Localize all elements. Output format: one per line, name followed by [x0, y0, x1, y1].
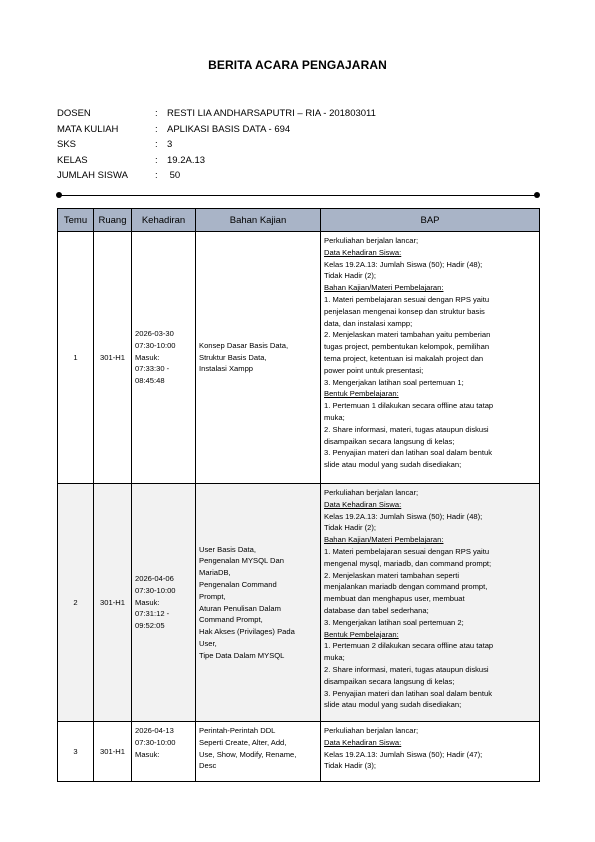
cell-bahan-kajian-line: Tipe Data Dalam MYSQL — [199, 650, 285, 660]
bap-line: Data Kehadiran Siswa: — [324, 737, 402, 747]
cell-bahan-kajian-line: User, — [199, 638, 217, 648]
header-kehadiran: Kehadiran — [132, 209, 196, 232]
bap-line: 1. Pertemuan 2 dilakukan secara offline atau tatap — [324, 641, 494, 651]
cell-kehadiran-line: 07:30-10:00 — [135, 585, 176, 595]
info-row-kelas — [57, 153, 376, 169]
cell-bahan-kajian-line: Instalasi Xampp — [199, 364, 254, 374]
bap-table — [57, 208, 540, 782]
cell-bahan-kajian-line: Command Prompt, — [199, 615, 263, 625]
bap-line: 3. Mengerjakan latihan soal pertemuan 2; — [324, 617, 464, 627]
bap-line: mengenal mysql, mariadb, dan command prompt; — [324, 558, 492, 568]
bap-line: 3. Mengerjakan latihan soal pertemuan 1; — [324, 377, 464, 387]
cell-bahan-kajian — [196, 722, 321, 782]
cell-kehadiran-line: 08:45:48 — [135, 376, 165, 386]
cell-kehadiran — [132, 232, 196, 484]
bap-line: 1. Pertemuan 1 dilakukan secara offline atau tatap — [324, 401, 494, 411]
bap-line: Bentuk Pembelajaran: — [324, 629, 399, 639]
bap-line: 2. Share informasi, materi, tugas ataupun diskusi — [324, 424, 489, 434]
header-temu: Temu — [58, 209, 94, 232]
bap-line: 2. Menjelaskan materi tambahan yaitu pemberian — [324, 330, 491, 340]
bap-line: Perkuliahan berjalan lancar; — [324, 726, 419, 735]
bap-line: Bentuk Pembelajaran: — [324, 389, 399, 399]
bap-line: Perkuliahan berjalan lancar; — [324, 236, 419, 245]
bap-line: tugas project, pembentukan kelompok, pemilihan — [324, 342, 490, 352]
info-separator: : — [155, 108, 158, 119]
bap-line: Tidak Hadir (3); — [324, 761, 377, 771]
info-value: RESTI LIA ANDHARSAPUTRI – RIA - 201803011 — [167, 108, 376, 119]
table-row — [58, 232, 540, 484]
info-label: KELAS — [57, 154, 88, 166]
header-bahan-kajian: Bahan Kajian — [196, 209, 321, 232]
cell-bap — [321, 484, 540, 722]
cell-kehadiran-line: 07:30-10:00 — [135, 737, 176, 747]
bap-line: disampaikan secara langsung di kelas; — [324, 436, 455, 446]
bap-line: Kelas 19.2A.13: Jumlah Siswa (50); Hadir (48); — [324, 259, 483, 269]
table-header-row — [58, 209, 540, 232]
divider-right-dot — [534, 192, 540, 198]
bap-line: Bahan Kajian/Materi Pembelajaran: — [324, 283, 444, 293]
cell-kehadiran — [132, 484, 196, 722]
cell-temu: 1 — [58, 232, 94, 484]
cell-bahan-kajian-line: Perintah-Perintah DDL — [199, 726, 276, 735]
bap-line: Kelas 19.2A.13: Jumlah Siswa (50); Hadir (47); — [324, 749, 483, 759]
bap-line: tema project, ketentuan isi makalah project dan — [324, 353, 484, 363]
bap-line: slide atau modul yang sudah disediakan; — [324, 460, 462, 470]
bap-line: muka; — [324, 653, 345, 663]
info-value: APLIKASI BASIS DATA - 694 — [167, 123, 291, 135]
bap-line: membuat dan menghapus user, membuat — [324, 594, 465, 604]
bap-line: Data Kehadiran Siswa: — [324, 499, 402, 509]
bap-line: power point untuk presentasi; — [324, 365, 424, 375]
bap-line: 3. Penyajian materi dan latihan soal dalam bentuk — [324, 688, 493, 698]
cell-kehadiran-line: Masuk: — [135, 597, 160, 607]
bap-line: Bahan Kajian/Materi Pembelajaran: — [324, 535, 444, 545]
cell-bap — [321, 722, 540, 782]
cell-bahan-kajian-line: Use, Show, Modify, Rename, — [199, 749, 297, 759]
info-row-sks — [57, 137, 376, 153]
info-separator: : — [155, 170, 158, 181]
info-label: MATA KULIAH — [57, 123, 119, 135]
info-value: 19.2A.13 — [167, 154, 206, 166]
cell-bahan-kajian-line: Konsep Dasar Basis Data, — [199, 340, 289, 350]
cell-kehadiran-line: 2026-03-30 — [135, 329, 174, 338]
table-row — [58, 484, 540, 722]
cell-kehadiran-line: Masuk: — [135, 749, 160, 759]
info-label: JUMLAH SISWA — [57, 170, 128, 181]
cell-kehadiran — [132, 722, 196, 782]
cell-kehadiran-line: 07:31:12 - — [135, 609, 170, 619]
bap-line: Data Kehadiran Siswa: — [324, 247, 402, 257]
info-separator: : — [155, 139, 158, 150]
bap-line: Perkuliahan berjalan lancar; — [324, 488, 419, 497]
divider-line — [59, 195, 537, 196]
cell-kehadiran-line: 07:30-10:00 — [135, 340, 176, 350]
cell-ruang: 301-H1 — [94, 232, 132, 484]
cell-bahan-kajian — [196, 484, 321, 722]
cell-bahan-kajian-line: Pengenalan MYSQL Dan — [199, 556, 284, 566]
bap-line: database dan tabel sederhana; — [324, 605, 429, 615]
bap-line: slide atau modul yang sudah disediakan; — [324, 700, 462, 710]
course-info — [57, 106, 376, 184]
bap-line: 2. Menjelaskan materi tambahan seperti — [324, 570, 460, 580]
cell-bahan-kajian-line: Aturan Penulisan Dalam — [199, 603, 281, 613]
cell-bahan-kajian-line: Seperti Create, Alter, Add, — [199, 737, 287, 747]
table-body — [58, 232, 540, 782]
info-label: SKS — [57, 139, 77, 150]
bap-line: 1. Materi pembelajaran sesuai dengan RPS yaitu — [324, 294, 490, 304]
header-ruang: Ruang — [94, 209, 132, 232]
page-title: BERITA ACARA PENGAJARAN — [208, 58, 387, 72]
bap-line: Tidak Hadir (2); — [324, 523, 377, 533]
cell-bahan-kajian-line: Hak Akses (Privilages) Pada — [199, 627, 295, 637]
bap-line: 2. Share informasi, materi, tugas ataupun diskusi — [324, 664, 489, 674]
cell-kehadiran-line: 09:52:05 — [135, 621, 165, 631]
cell-kehadiran-line: 2026-04-06 — [135, 574, 174, 583]
cell-ruang: 301-H1 — [94, 722, 132, 782]
cell-bahan-kajian-line: MariaDB, — [199, 568, 231, 578]
info-value: 50 — [167, 170, 181, 181]
bap-line: muka; — [324, 412, 345, 422]
info-row-jumlah-siswa — [57, 168, 376, 184]
cell-temu: 2 — [58, 484, 94, 722]
cell-bahan-kajian-line: User Basis Data, — [199, 544, 256, 554]
cell-bahan-kajian — [196, 232, 321, 484]
cell-bahan-kajian-line: Struktur Basis Data, — [199, 352, 267, 362]
info-value: 3 — [167, 139, 173, 150]
table-row — [58, 722, 540, 782]
cell-ruang: 301-H1 — [94, 484, 132, 722]
info-label: DOSEN — [57, 108, 91, 119]
cell-kehadiran-line: 2026-04-13 — [135, 726, 174, 735]
cell-kehadiran-line: 07:33:30 - — [135, 364, 170, 374]
info-separator: : — [155, 154, 158, 166]
bap-line: disampaikan secara langsung di kelas; — [324, 676, 455, 686]
bap-line: 1. Materi pembelajaran sesuai dengan RPS yaitu — [324, 546, 490, 556]
bap-line: Tidak Hadir (2); — [324, 271, 377, 281]
cell-bap — [321, 232, 540, 484]
bap-line: Kelas 19.2A.13: Jumlah Siswa (50); Hadir (48); — [324, 511, 483, 521]
info-row-mata-kuliah — [57, 122, 376, 138]
cell-bahan-kajian-line: Pengenalan Command — [199, 579, 277, 589]
cell-bahan-kajian-line: Desc — [199, 761, 217, 771]
info-separator: : — [155, 123, 158, 135]
bap-line: 3. Penyajian materi dan latihan soal dalam bentuk — [324, 448, 493, 458]
cell-temu: 3 — [58, 722, 94, 782]
bap-line: penjelasan mengenai konsep dan struktur basis — [324, 306, 485, 316]
info-row-dosen — [57, 106, 376, 122]
cell-bahan-kajian-line: Prompt, — [199, 591, 226, 601]
cell-kehadiran-line: Masuk: — [135, 352, 160, 362]
header-bap: BAP — [321, 209, 540, 232]
bap-line: menjalankan mariadb dengan command prompt, — [324, 582, 488, 592]
bap-line: data, dan instalasi xampp; — [324, 318, 413, 328]
